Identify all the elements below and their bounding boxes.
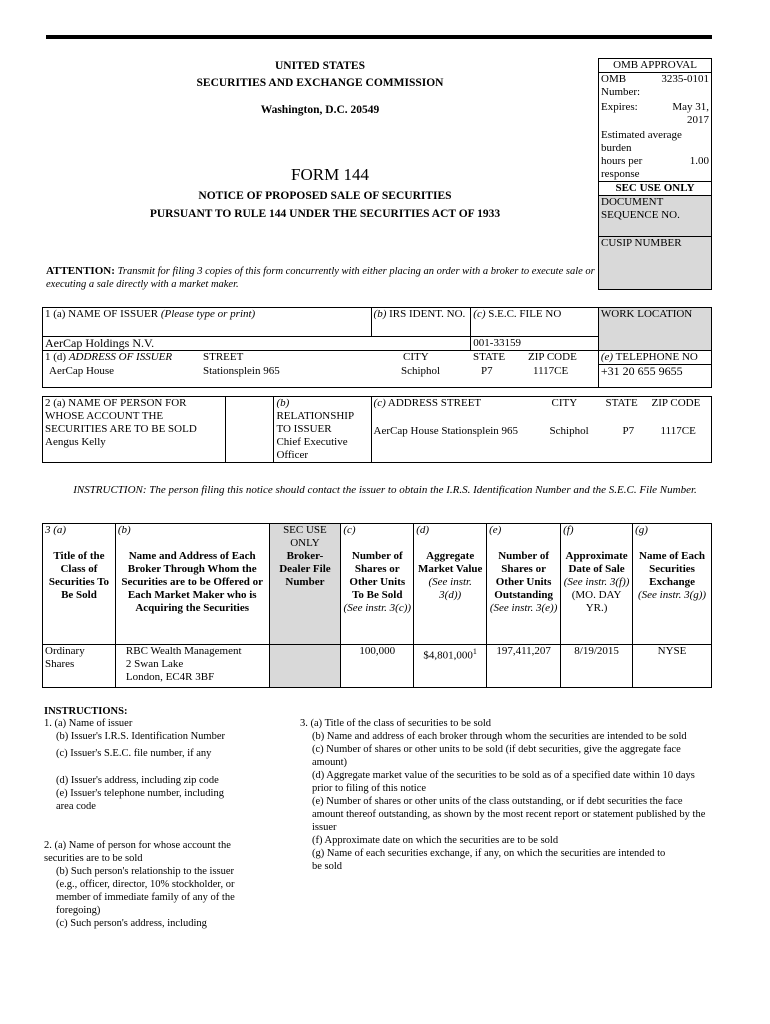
- omb-expires-label: Expires:: [601, 101, 638, 113]
- person-city[interactable]: Schiphol: [549, 424, 589, 437]
- col-e-header: (e) Number of Shares or Other Units Outstanding (See instr. 3(e)): [487, 524, 561, 645]
- table-row: [43, 645, 712, 688]
- col-broker-header: SEC USE ONLY Broker-Dealer File Number: [269, 524, 341, 645]
- row-class[interactable]: Ordinary Shares: [43, 645, 116, 688]
- work-location[interactable]: WORK LOCATION: [598, 308, 711, 351]
- person-cell: 2 (a) NAME OF PERSON FOR WHOSE ACCOUNT THE SECURITIES ARE TO BE SOLD Aengus Kelly: [43, 396, 226, 462]
- instr-3c: (c) Number of shares or other units to be sold (if debt securities, give the aggregate face amount): [312, 744, 681, 768]
- instr-2b: (b) Such person's relationship to the issuer (e.g., officer, director, 10% stockholder, or member of immediate family of any of the foregoing): [56, 866, 235, 916]
- col-c-header: (c) Number of Shares or Other Units To Be Sold (See instr. 3(c)): [341, 524, 414, 645]
- form-title: FORM 144: [291, 165, 369, 184]
- row-value[interactable]: $4,801,000$^1$: [414, 645, 487, 688]
- instr-1a: 1. (a) Name of issuer: [44, 718, 133, 729]
- row-date[interactable]: 8/19/2015: [561, 645, 633, 688]
- address-label-cell: 1 (d) ADDRESS OF ISSUER STREET CITY STATE ZIP CODE: [43, 351, 599, 365]
- row-broker-file: [269, 645, 341, 688]
- attention-note: [46, 265, 598, 291]
- instr-2a: 2. (a) Name of person for whose account the securities are to be sold: [44, 840, 231, 864]
- securities-table: [42, 523, 712, 688]
- row-outstanding[interactable]: 197,411,207: [487, 645, 561, 688]
- instr-3d: (d) Aggregate market value of the securities to be sold as of a specified date within 10 days prior to filing of this notice: [312, 770, 695, 794]
- issuer-phone[interactable]: +31 20 655 9655: [598, 365, 711, 388]
- issuer-section: [42, 307, 712, 463]
- instr-3a: 3. (a) Title of the class of securities to be sold: [300, 718, 492, 729]
- row-broker[interactable]: RBC Wealth Management 2 Swan Lake London, EC4R 3BF: [115, 645, 269, 688]
- top-rule: [46, 35, 712, 39]
- instructions-title: INSTRUCTIONS:: [44, 706, 128, 717]
- relationship-cell: (b) RELATIONSHIP TO ISSUER Chief Executive Officer: [274, 396, 371, 462]
- issuer-street2[interactable]: Stationsplein 965: [203, 364, 280, 377]
- issuer-state[interactable]: P7: [481, 364, 493, 377]
- omb-hours-value: 1.00: [689, 155, 709, 167]
- sec-file-no[interactable]: 001-33159: [471, 337, 599, 351]
- header-line1: UNITED STATES: [274, 60, 365, 72]
- person-name[interactable]: Aengus Kelly: [45, 435, 106, 448]
- subtitle-1: NOTICE OF PROPOSED SALE OF SECURITIES: [198, 190, 452, 202]
- instr-1d: (d) Issuer's address, including zip code: [56, 775, 219, 786]
- subtitle-2: PURSUANT TO RULE 144 UNDER THE SECURITIES ACT OF 1933: [149, 208, 501, 220]
- col-f-header: (f) Approximate Date of Sale (See instr. 3(f)) (MO. DAY YR.): [561, 524, 633, 645]
- attention-label: ATTENTION:: [46, 265, 115, 277]
- person-state[interactable]: P7: [622, 424, 635, 437]
- phone-label-cell: (e) TELEPHONE NO: [598, 351, 711, 365]
- relationship-value[interactable]: Chief Executive Officer: [276, 435, 348, 461]
- sec-use-only: SEC USE ONLY: [599, 182, 712, 196]
- instr-1c: (c) Issuer's S.E.C. file number, if any: [56, 748, 212, 759]
- person-address-cell: (c) ADDRESS STREET CITY STATE ZIP CODE AerCap House Stationsplein 965 Schiphol P7 1117CE: [371, 396, 711, 462]
- attention-text: Transmit for filing 3 copies of this form concurrently with either placing an order with a broker to execute sale or executing a sale directly with a market maker.: [46, 266, 595, 290]
- instr-1b: (b) Issuer's I.R.S. Identification Number: [56, 731, 225, 742]
- address-values: [43, 365, 599, 388]
- instr-1e: (e) Issuer's telephone number, including area code: [56, 788, 224, 812]
- omb-hours-label: hours per response: [601, 155, 643, 180]
- instruction-note: INSTRUCTION: The person filing this notice should contact the issuer to obtain the I.R.S. Identification Number and the S.E.C. File Number.: [73, 484, 697, 496]
- omb-expires-value: May 31, 2017: [672, 101, 709, 126]
- col-a-header: 3 (a) Title of the Class of Securities To Be Sold: [43, 524, 116, 645]
- omb-title: OMB APPROVAL: [599, 59, 712, 73]
- col-b-header: (b) Name and Address of Each Broker Through Whom the Securities are to be Offered or Each Market Maker who is Acquiring the Securities: [115, 524, 269, 645]
- issuer-label-cell: 1 (a) NAME OF ISSUER (Please type or print): [43, 308, 372, 337]
- omb-number-label: OMB Number:: [601, 73, 641, 98]
- issuer-name[interactable]: AerCap Holdings N.V.: [43, 337, 471, 351]
- instructions: [44, 705, 712, 929]
- col-g-header: (g) Name of Each Securities Exchange (See instr. 3(g)): [633, 524, 712, 645]
- omb-approval-box: [598, 58, 712, 290]
- issuer-zip[interactable]: 1117CE: [533, 364, 569, 377]
- cusip-number[interactable]: CUSIP NUMBER: [599, 237, 712, 290]
- omb-number-value: 3235-0101: [661, 73, 709, 85]
- header-line3: Washington, D.C. 20549: [260, 104, 380, 116]
- instr-3f: (f) Approximate date on which the securities are to be sold: [312, 835, 559, 846]
- instr-3b: (b) Name and address of each broker through whom the securities are intended to be sold: [312, 731, 687, 742]
- instr-3g: (g) Name of each securities exchange, if any, on which the securities are intended to be sold: [312, 848, 666, 872]
- row-exchange[interactable]: NYSE: [633, 645, 712, 688]
- issuer-city[interactable]: Schiphol: [401, 364, 441, 377]
- instr-3e: (e) Number of shares or other units of the class outstanding, or if debt securities the face amount thereof outstanding, as shown by the most recent report or statement published by the issuer: [312, 796, 706, 833]
- person-zip[interactable]: 1117CE: [660, 424, 696, 437]
- person-street[interactable]: AerCap House Stationsplein 965: [373, 424, 519, 437]
- col-d-header: (d) Aggregate Market Value (See instr. 3(d)): [414, 524, 487, 645]
- header-line2: SECURITIES AND EXCHANGE COMMISSION: [196, 77, 444, 89]
- document-sequence-no[interactable]: DOCUMENT SEQUENCE NO.: [599, 196, 712, 237]
- omb-burden-label: Estimated average burden: [599, 129, 712, 155]
- issuer-street[interactable]: AerCap House: [49, 364, 115, 377]
- row-shares[interactable]: 100,000: [341, 645, 414, 688]
- instr-2c: (c) Such person's address, including: [56, 918, 207, 929]
- irs-label-cell: (b) IRS IDENT. NO.: [371, 308, 471, 337]
- sec-file-label-cell: (c) S.E.C. FILE NO: [471, 308, 599, 337]
